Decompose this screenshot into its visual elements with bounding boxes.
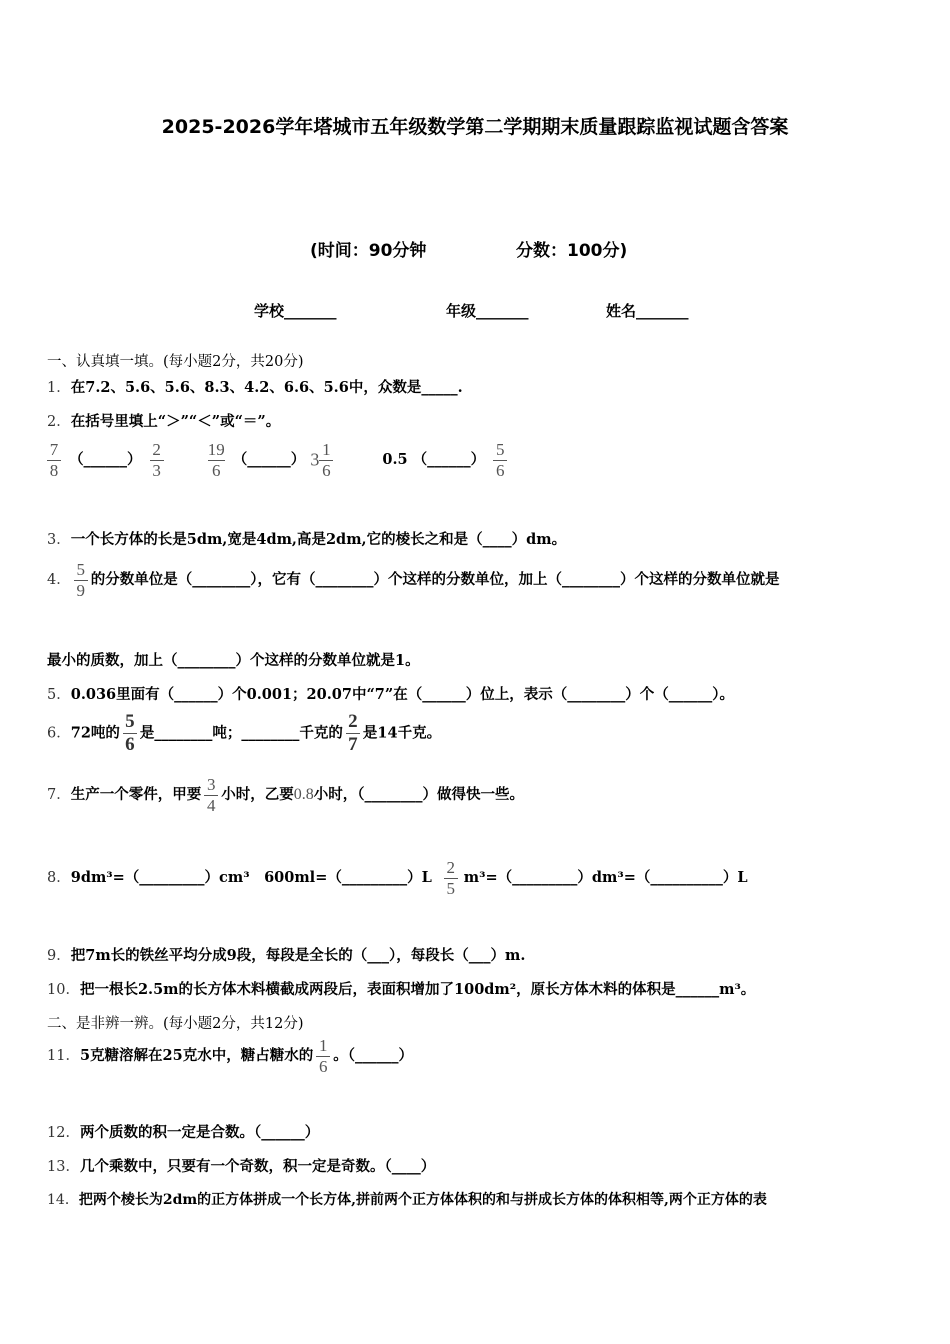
question-7 [47, 775, 524, 815]
question-4-continued: 最小的质数，加上（________）个这样的分数单位就是1。 [47, 652, 420, 669]
question-text: 生产一个零件，甲要 [70, 786, 202, 804]
fraction: $\frac{5}{9}$ [74, 560, 88, 600]
question-number: 14． [47, 1192, 79, 1208]
question-text: 把两个棱长为2dm的正方体拼成一个长方体,拼前两个正方体体积的和与拼成长方体的体积相等,两个正方体的表 [78, 1192, 767, 1208]
question-text: 是________吨；________千克的 [139, 724, 343, 742]
question-3 [47, 528, 566, 549]
question-10 [47, 978, 755, 999]
question-text: 72吨的 [70, 724, 120, 742]
question-text: 。（______） [333, 1047, 413, 1065]
question-number: 2． [47, 414, 71, 430]
question-number: 9． [47, 948, 71, 964]
question-number: 1． [47, 380, 71, 396]
question-number: 8． [47, 870, 71, 887]
question-text: 几个乘数中，只要有一个奇数，积一定是奇数。（____） [79, 1158, 436, 1175]
fraction: $\frac{7}{8}$ [47, 440, 61, 480]
question-text: 0.036里面有（______）个0.001；20.07中“7”在（______）位上，表示（________）个（______）。 [70, 686, 734, 703]
question-12 [47, 1121, 319, 1142]
question-number: 4． [47, 572, 71, 589]
question-text: 是14千克。 [362, 724, 442, 742]
answer-blank[interactable]: （______） [412, 451, 486, 469]
fraction: $\frac{19}{6}$ [207, 440, 225, 480]
question-9 [47, 944, 525, 965]
question-number: 6． [47, 725, 71, 742]
question-text: m³=（_________）dm³=（__________）L [463, 869, 748, 887]
fraction: $\frac{2}{3}$ [150, 440, 164, 480]
fraction: $\frac{2}{5}$ [444, 858, 458, 898]
question-6 [47, 711, 441, 756]
question-text: 小时，乙要 [221, 786, 294, 804]
fraction: $\frac{3}{4}$ [204, 775, 218, 815]
question-number: 11． [47, 1048, 80, 1065]
answer-blank[interactable]: （______） [232, 451, 306, 469]
question-text: 的分数单位是（________），它有（________）个这样的分数单位，加上（________）个这样的分数单位就是 [90, 571, 780, 589]
fraction: $\frac{5}{6}$ [493, 440, 507, 480]
decimal-value: 0.5 [382, 451, 408, 469]
question-number: 13． [47, 1159, 80, 1175]
question-1 [47, 376, 463, 397]
grade-field: 年级_______ [446, 302, 529, 320]
fraction: $\frac{2}{7}$ [346, 711, 360, 756]
question-text: 把一根长2.5m的长方体木料横截成两段后，表面积增加了100dm²，原长方体木料的体积是______m³。 [79, 981, 756, 998]
mixed-number-whole: 3 [310, 449, 320, 470]
question-text: 小时，（________）做得快一些。 [313, 786, 524, 804]
score-label: 分数：100分) [516, 241, 628, 261]
question-text: 把7m长的铁丝平均分成9段，每段是全长的（___），每段长（___）m. [70, 947, 526, 964]
question-number: 12． [47, 1125, 80, 1141]
fraction: $\frac{1}{6}$ [319, 440, 333, 480]
question-2 [47, 410, 280, 431]
school-field: 学校_______ [254, 302, 337, 320]
question-number: 7． [47, 787, 71, 804]
question-5 [47, 683, 734, 704]
question-number: 10． [47, 982, 80, 998]
section-heading-2: 二、是非辨一辨。(每小题2分，共12分) [47, 1016, 304, 1032]
question-text: 在括号里填上“＞”“＜”或“＝”。 [70, 413, 281, 430]
question-number: 3． [47, 532, 71, 548]
name-field: 姓名_______ [606, 302, 689, 320]
fraction: $\frac{1}{6}$ [316, 1036, 330, 1076]
decimal-value: 0.8 [293, 786, 314, 804]
question-text: 两个质数的积一定是合数。（______） [79, 1124, 320, 1141]
question-text: 一个长方体的长是5dm,宽是4dm,高是2dm,它的棱长之和是（____）dm。 [70, 531, 567, 548]
page-title: 2025-2026学年塔城市五年级数学第二学期期末质量跟踪监视试题含答案 [161, 116, 789, 138]
fraction: $\frac{5}{6}$ [123, 711, 137, 756]
question-number: 5． [47, 687, 71, 703]
question-14 [47, 1189, 767, 1209]
question-text: 在7.2、5.6、5.6、8.3、4.2、6.6、5.6中，众数是_____. [70, 379, 463, 396]
question-text: 9dm³=（_________）cm³ 600ml=（_________）L [70, 869, 432, 887]
question-13 [47, 1155, 435, 1176]
question-text: 5克糖溶解在25克水中，糖占糖水的 [79, 1047, 314, 1065]
question-11 [47, 1036, 413, 1076]
question-8 [47, 858, 748, 898]
section-heading-1: 一、认真填一填。(每小题2分，共20分) [47, 354, 304, 370]
answer-blank[interactable]: （______） [69, 451, 142, 469]
time-label: (时间：90分钟 [310, 241, 427, 261]
question-4 [47, 560, 779, 600]
comparison-row [44, 440, 510, 480]
